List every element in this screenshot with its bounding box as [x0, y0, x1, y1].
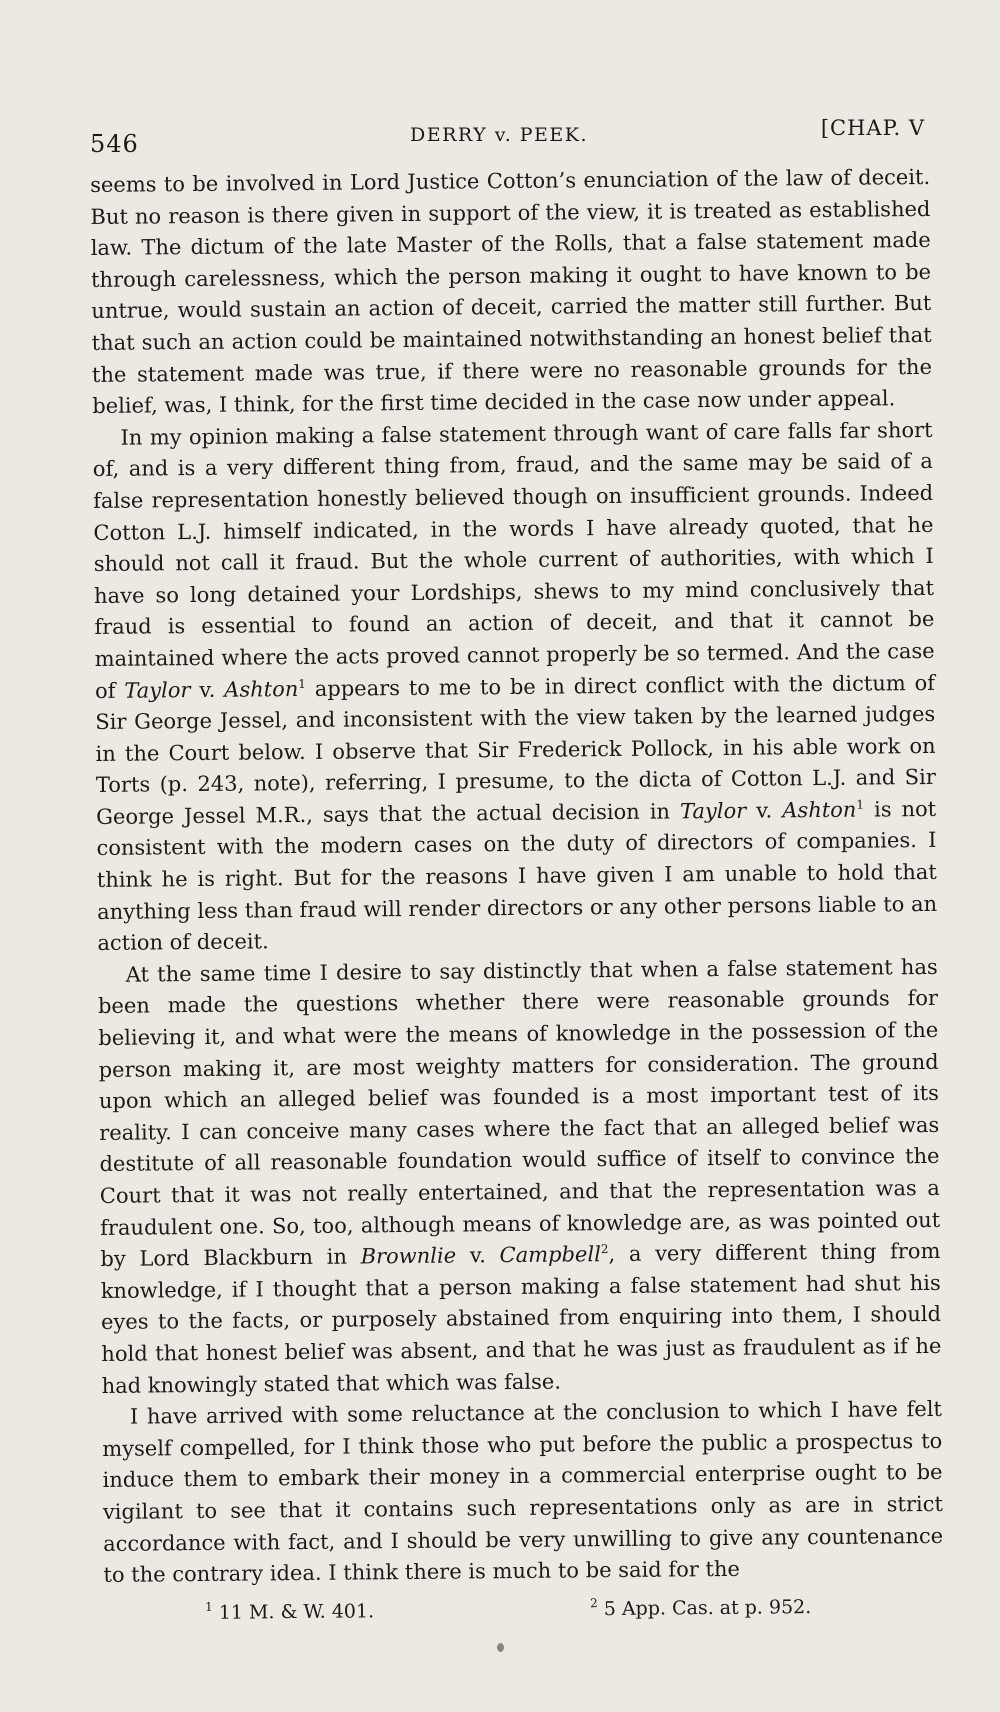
chapter-label: [CHAP. V — [820, 116, 925, 140]
paper-speck — [497, 1643, 504, 1652]
footnotes — [90, 1595, 930, 1624]
paragraph-text: v. — [746, 798, 783, 823]
page-number: 546 — [90, 130, 139, 158]
paragraph-text: I have arrived with some reluctance at the conclusion to which I have felt myself compelled, for I think those who put before the public a prospectus to induce them to embark their money in a commercial enterprise ought to be vigilant to see that it contains such representations only as are in strict accordance with fact, and I should be very unwilling to give any countenance to the contrary idea. I think there is much to be said for the — [102, 1397, 944, 1588]
paragraph — [92, 415, 937, 960]
paragraph — [90, 162, 932, 423]
running-head: DERRY v. PEEK. — [410, 124, 589, 146]
footnote-1 — [205, 1600, 374, 1624]
footnote-2 — [590, 1596, 811, 1620]
footnote-2-mark: 2 — [589, 1596, 598, 1611]
case-name: Campbell — [499, 1242, 601, 1268]
case-name: Taylor — [124, 677, 191, 703]
paragraph-text: seems to be involved in Lord Justice Cotton’s enunciation of the law of deceit. But no reason is there given in support of the view, it is treated as established law. The dictum of the late Master of the Rolls, that a false statement made through carelessness, which the person making it ought to have known to be untrue, would sustain an action of deceit, carried the matter still further. But that such an action could be maintained notwithstanding an honest belief that the statement made was true, if there were no reasonable grounds for the belief, was, I think, for the first time decided in the case now under appeal. — [90, 164, 933, 419]
paragraph-text: v. — [455, 1243, 500, 1268]
paragraph-text: appears to me to be in direct conflict with the dictum of Sir George Jessel, and inconsistent with the view taken by the learned judges in the Court below. I observe that Sir Frederick Pollock, in his able work on Torts (p. 243, note), referring, I presume, to the dicta of Cotton L.J. and Sir George Jessel M.R., says that the actual decision in — [95, 670, 936, 829]
paragraph-text: In my opinion making a false statement through want of care falls far short of, and is a very different thing from, fraud, and the same may be said of a false representation honestly believed though on insufficient grounds. Indeed Cotton L.J. himself indicated, in the words I have already quoted, that he should not call it fraud. But the whole current of authorities, with which I have so long detained your Lordships, shews to my mind conclusively that fraud is essential to found an action of deceit, and that it cannot be maintained where the acts proved cannot properly be so termed. And the case of — [92, 417, 935, 703]
footnote-ref: 1 — [298, 676, 306, 691]
case-name: Ashton — [224, 676, 299, 702]
paragraph — [98, 952, 942, 1402]
case-name: Brownlie — [360, 1243, 457, 1269]
paragraph-text: v. — [190, 677, 225, 702]
body-text — [90, 162, 944, 1592]
footnote-1-text: 11 M. & W. 401. — [218, 1600, 375, 1624]
page-header — [90, 116, 925, 156]
footnote-ref: 2 — [600, 1242, 609, 1257]
paragraph-text: At the same time I desire to say distinctly that when a false statement has been made the questions whether there were reasonable grounds for believing it, and what were the means of knowledge in the possession of the person making it, are most weighty matters for consideration. The ground upon which an alleged belief was founded is a most important test of its reality. I can conceive many cases where the fact that an alleged belief was destitute of all reasonable foundation would suffice of itself to convince the Court that it was not really entertained, and that the representation was a fraudulent one. So, too, although means of knowledge are, as was pointed out by Lord Blackburn in — [97, 954, 941, 1272]
paragraph-text: , a very different thing from knowledge, if I thought that a person making a false statement had shut his eyes to the facts, or purposely abstained from enquiring into them, I should hold that honest belief was absent, and that he was just as fraudulent as if he had knowingly stated that which was false. — [100, 1239, 942, 1398]
footnote-1-mark: 1 — [204, 1599, 213, 1614]
case-name: Ashton — [782, 797, 857, 823]
paragraph-text: is not consistent with the modern cases on the duty of directors of companies. I think he is right. But for the reasons I have given I am unable to hold that anything less than fraud will render directors or any other persons liable to an action of deceit. — [96, 796, 938, 956]
footnote-2-text: 5 App. Cas. at p. 952. — [603, 1596, 812, 1621]
paragraph — [102, 1394, 944, 1592]
footnote-ref: 1 — [856, 797, 865, 812]
case-name: Taylor — [679, 798, 747, 824]
